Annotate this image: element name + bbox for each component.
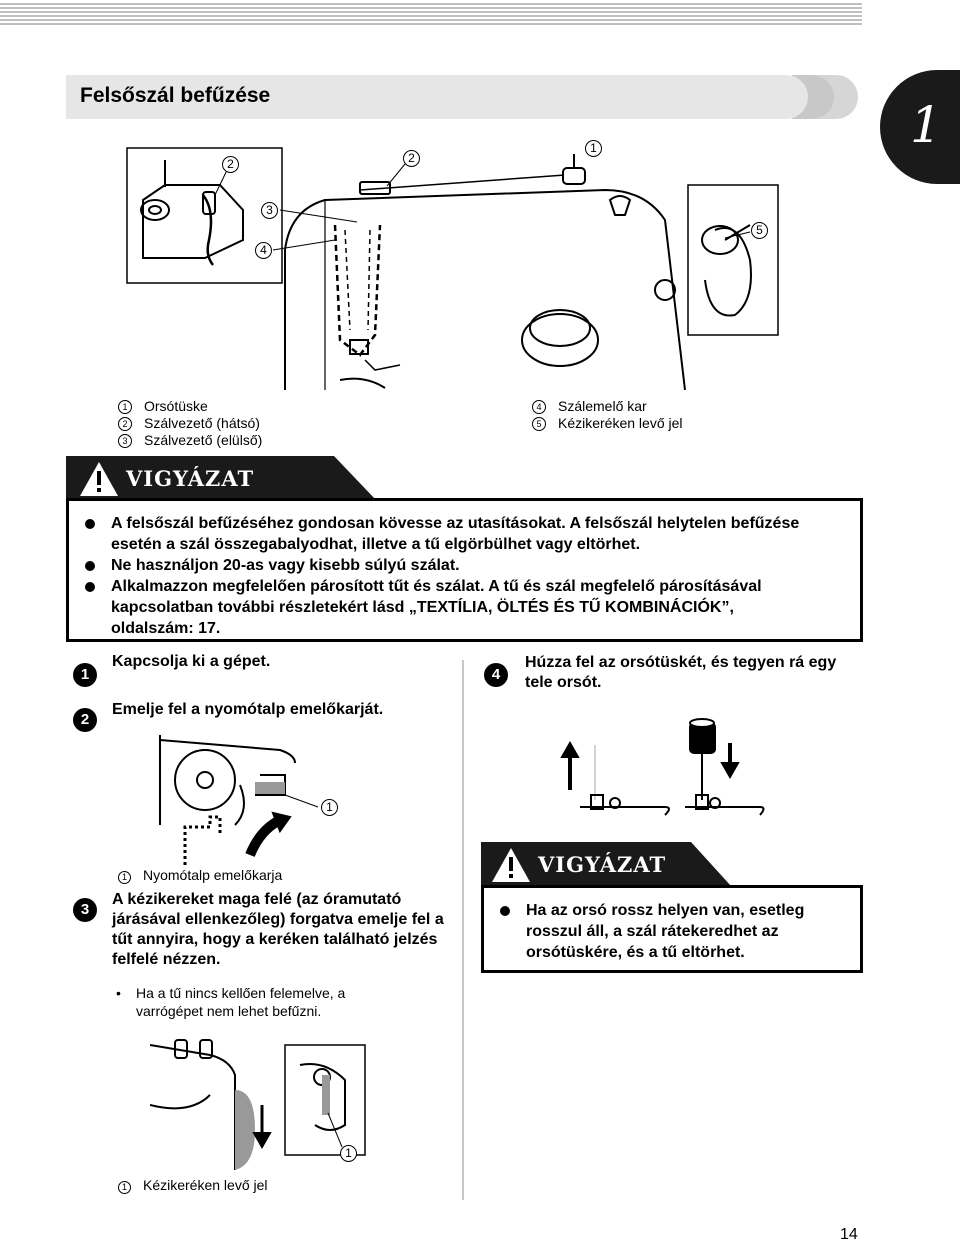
legend-text: Kézikeréken levő jel — [558, 415, 683, 431]
caution-title: VIGYÁZAT — [538, 852, 667, 877]
callout-2-left: 2 — [222, 156, 239, 173]
step-number: 1 — [73, 663, 97, 687]
step-number: 3 — [73, 898, 97, 922]
legend-item — [532, 398, 683, 415]
step-note: • Ha a tű nincs kellően felemelve, a varrógépet nem lehet befűzni. — [116, 984, 396, 1020]
legend-item — [118, 398, 262, 415]
callout-1: 1 — [321, 799, 338, 816]
caution-box — [481, 885, 863, 973]
legend-num: 4 — [532, 400, 546, 414]
page-title: Felsőszál befűzése — [80, 84, 271, 107]
section-title-bar — [66, 75, 808, 119]
fig3-legend — [118, 1176, 268, 1194]
legend-text: Kézikeréken levő jel — [143, 1177, 268, 1193]
step-text: Emelje fel a nyomótalp emelőkarját. — [112, 701, 384, 718]
legend-text: Szálemelő kar — [558, 398, 647, 414]
chapter-number: 1 — [910, 96, 942, 154]
page-number: 14 — [840, 1226, 858, 1243]
callout-1: 1 — [340, 1145, 357, 1162]
callout-4: 4 — [255, 242, 272, 259]
step-text: Kapcsolja ki a gépet. — [112, 653, 271, 670]
callout-2-right: 2 — [403, 150, 420, 167]
presser-foot-figure — [155, 735, 355, 865]
caution-item: Ne használjon 20-as vagy kisebb súlyú szálat. — [69, 555, 831, 576]
callout-3: 3 — [261, 202, 278, 219]
legend-num: 5 — [532, 417, 546, 431]
diagram-legend-right — [532, 398, 683, 432]
legend-item — [118, 415, 262, 432]
caution-title: VIGYÁZAT — [126, 466, 255, 491]
step-number: 2 — [73, 708, 97, 732]
header-stripes — [0, 3, 862, 25]
legend-text: Szálvezető (hátsó) — [144, 415, 260, 431]
legend-num: 1 — [118, 871, 131, 884]
caution-item: A felsőszál befűzéséhez gondosan kövesse az utasításokat. A felsőszál helytelen befűzése esetén a szál összegabalyodhat, illetve a tű elgörbülhet vagy eltörhet. — [69, 513, 831, 555]
handwheel-figure — [150, 1035, 370, 1170]
step-text: Húzza fel az orsótüskét, és tegyen rá egy tele orsót. — [525, 654, 837, 691]
caution-item: Ha az orsó rossz helyen van, esetleg rosszul áll, a szál rátekeredhet az orsótüskére, és a tű eltörhet. — [484, 900, 816, 963]
step-text: A kézikereket maga felé (az óramutató járásával ellenkezőleg) forgatva emelje fel a tűt annyira, hogy a keréken található jelzés felfelé nézzen. — [112, 891, 444, 968]
legend-num: 3 — [118, 434, 132, 448]
caution-box — [66, 498, 863, 642]
legend-text: Nyomótalp emelőkarja — [143, 867, 283, 883]
step-number: 4 — [484, 663, 508, 687]
legend-item — [532, 415, 683, 432]
legend-num: 2 — [118, 417, 132, 431]
callout-1: 1 — [585, 140, 602, 157]
caution-header — [481, 842, 731, 886]
threading-diagram — [125, 140, 780, 390]
diagram-legend-left — [118, 398, 262, 449]
caution-item: Alkalmazzon megfelelően párosított tűt és szálat. A tű és szál megfelelő párosításával kapcsolatban további részletekért lásd „TEXTÍLIA, ÖLTÉS ÉS TŰ KOMBINÁCIÓK”, oldalszám: 17. — [69, 576, 821, 639]
step-note-text: Ha a tű nincs kellően felemelve, a varrógépet nem lehet befűzni. — [136, 985, 346, 1019]
column-divider — [462, 660, 464, 1200]
spool-pin-figure — [555, 715, 785, 825]
legend-text: Szálvezető (elülső) — [144, 432, 263, 448]
legend-text: Orsótüske — [144, 398, 208, 414]
legend-item — [118, 432, 262, 449]
caution-header — [66, 456, 376, 500]
legend-num: 1 — [118, 400, 132, 414]
fig2-legend — [118, 866, 282, 884]
chapter-tab — [880, 70, 960, 184]
callout-5: 5 — [751, 222, 768, 239]
legend-num: 1 — [118, 1181, 131, 1194]
